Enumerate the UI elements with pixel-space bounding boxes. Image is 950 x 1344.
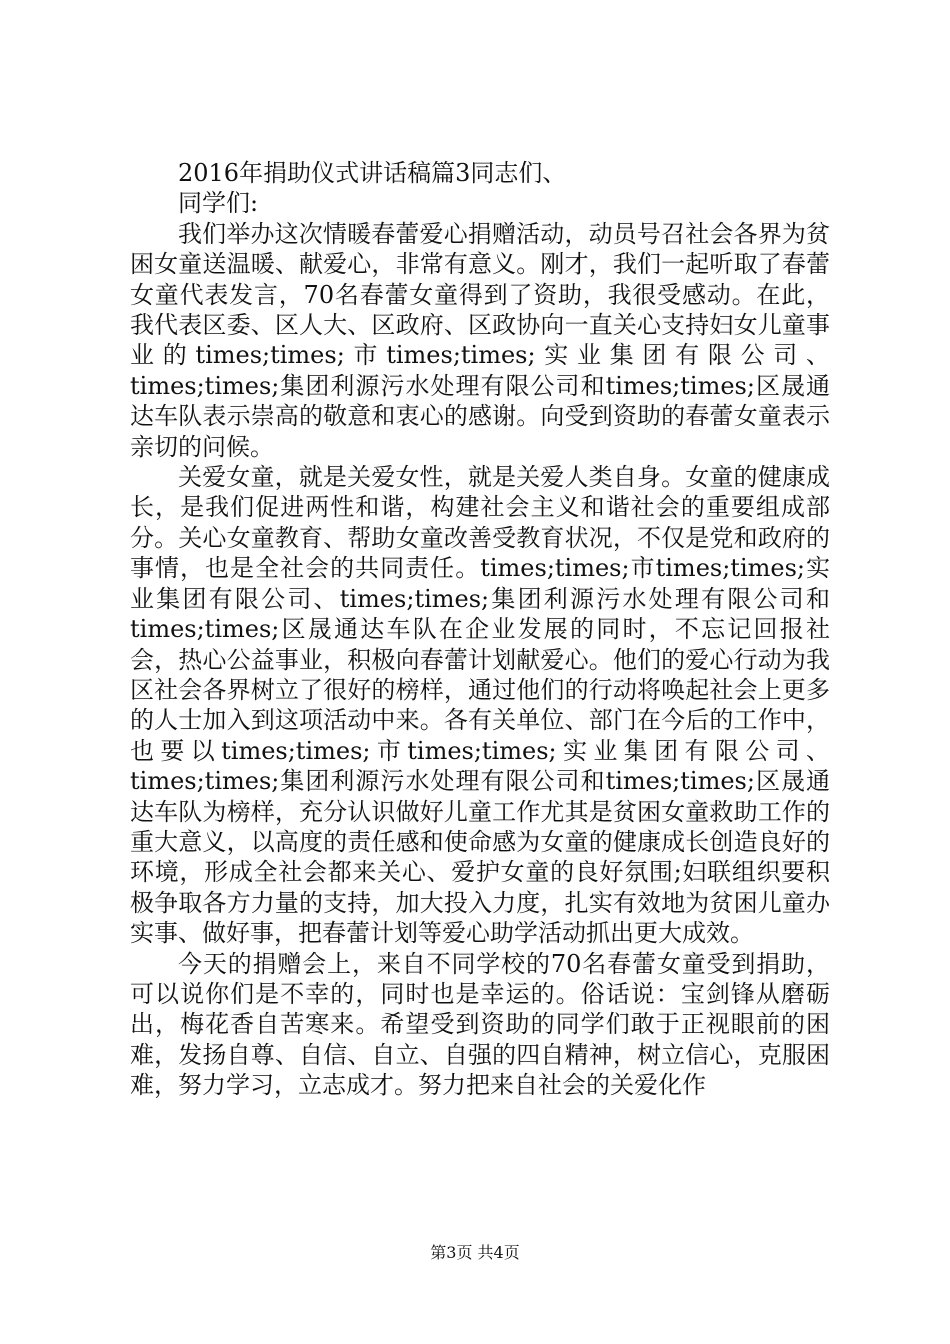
- paragraph-3: 今天的捐赠会上，来自不同学校的70名春蕾女童受到捐助，可以说你们是不幸的，同时也是幸运的。俗话说：宝剑锋从磨砺出，梅花香自苦寒来。希望受到资助的同学们敢于正视眼前的困难，发扬自尊、自信、自立、自强的四自精神，树立信心，克服困难，努力学习，立志成才。努力把来自社会的关爱化作: [130, 949, 830, 1100]
- document-body: [130, 150, 830, 1101]
- salutation: 同学们:: [178, 189, 259, 218]
- paragraph-2: 关爱女童，就是关爱女性，就是关爱人类自身。女童的健康成长，是我们促进两性和谐，构建社会主义和谐社会的重要组成部分。关心女童教育、帮助女童改善受教育状况，不仅是党和政府的事情，也是全社会的共同责任。times;times;市times;times;实业集团有限公司、times;times;集团利源污水处理有限公司和times;times;区晟通达车队在企业发展的同时，不忘记回报社会，热心公益事业，积极向春蕾计划献爱心。他们的爱心行动为我区社会各界树立了很好的榜样，通过他们的行动将唤起社会上更多的人士加入到这项活动中来。各有关单位、部门在今后的工作中，也要以times;times;市times;times;实业集团有限公司、times;times;集团利源污水处理有限公司和times;times;区晟通达车队为榜样，充分认识做好儿童工作尤其是贫困女童救助工作的重大意义，以高度的责任感和使命感为女童的健康成长创造良好的环境，形成全社会都来关心、爱护女童的良好氛围;妇联组织要积极争取各方力量的支持，加大投入力度，扎实有效地为贫困儿童办实事、做好事，把春蕾计划等爱心助学活动抓出更大成效。: [130, 463, 830, 948]
- title-line: 2016年捐助仪式讲话稿篇3同志们、: [178, 159, 567, 187]
- paragraph-1: 我们举办这次情暖春蕾爱心捐赠活动，动员号召社会各界为贫困女童送温暖、献爱心，非常有意义。刚才，我们一起听取了春蕾女童代表发言，70名春蕾女童得到了资助，我很受感动。在此，我代表区委、区人大、区政府、区政协向一直关心支持妇女儿童事业的times;times;市times;times;实业集团有限公司、times;times;集团利源污水处理有限公司和times;times;区晟通达车队表示崇高的敬意和衷心的感谢。向受到资助的春蕾女童表示亲切的问候。: [130, 219, 830, 461]
- page-number-footer: 第3页 共4页: [430, 1243, 520, 1262]
